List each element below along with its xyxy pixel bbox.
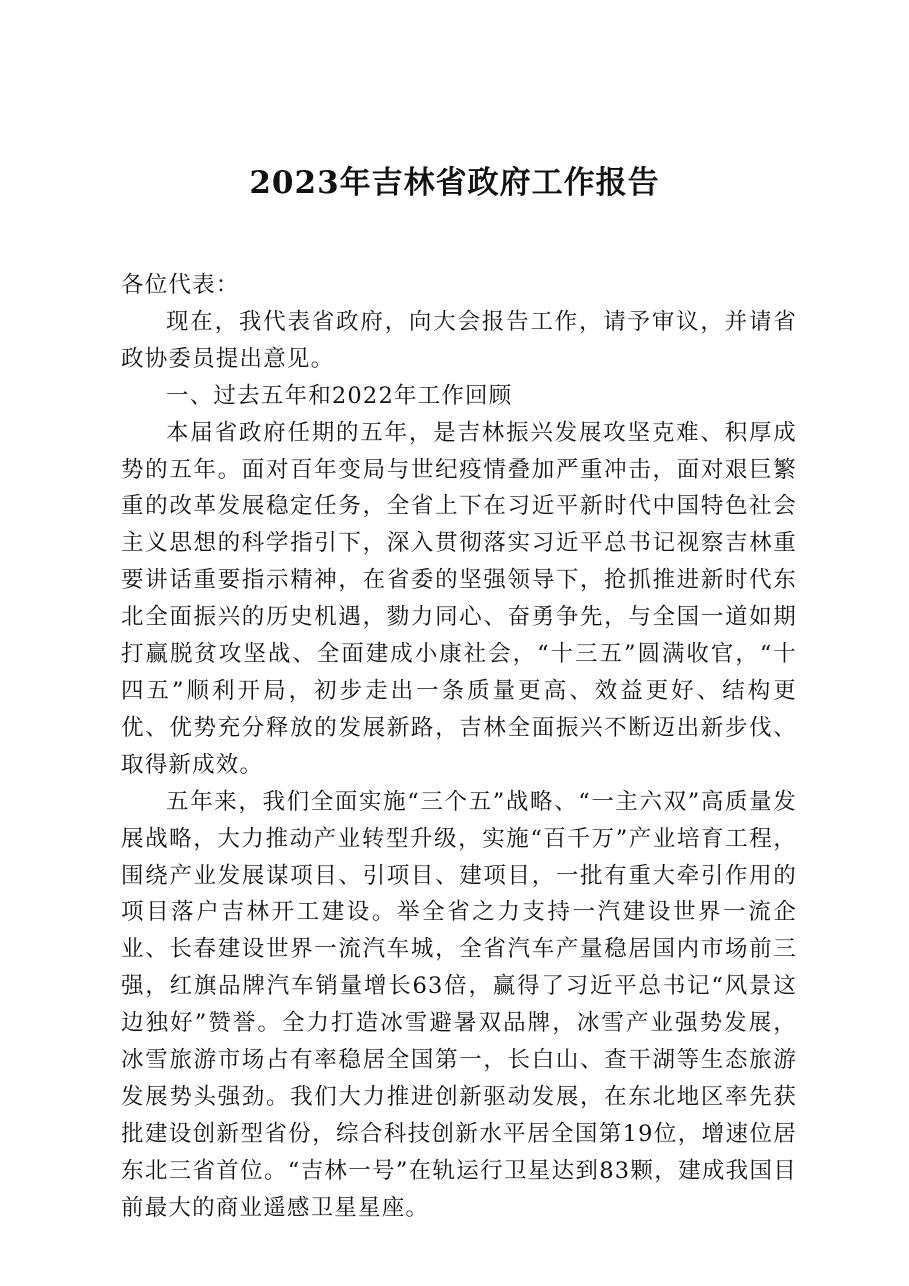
salutation: 各位代表： [121, 272, 240, 298]
paragraph-intro: 现在，我代表省政府，向大会报告工作，请予审议，并请省政协委员提出意见。 [121, 308, 797, 372]
paragraph-achievements: 五年来，我们全面实施“三个五”战略、“一主六双”高质量发展战略，大力推动产业转型升级，实施“百千万”产业培育工程，围绕产业发展谋项目、引项目、建项目，一批有重大牵引作用的项目落户吉林开工建设。举全省之力支持一汽建设世界一流企业、长春建设世界一流汽车城，全省汽车产量稳居国内市场前三强，红旗品牌汽车销量增长63倍，赢得了习近平总书记“风景这边独好”赞誉。全力打造冰雪避暑双品牌，冰雪产业强势发展，冰雪旅游市场占有率稳居全国第一，长白山、查干湖等生态旅游发展势头强劲。我们大力推进创新驱动发展，在东北地区率先获批建设创新型省份，综合科技创新水平居全国第19位，增速位居东北三省首位。“吉林一号”在轨运行卫星达到83颗，建成我国目前最大的商业遥感卫星星座。 [121, 788, 797, 1221]
paragraph-five-years: 本届省政府任期的五年，是吉林振兴发展攻坚克难、积厚成势的五年。面对百年变局与世纪疫情叠加严重冲击，面对艰巨繁重的改革发展稳定任务，全省上下在习近平新时代中国特色社会主义思想的科学指引下，深入贯彻落实习近平总书记视察吉林重要讲话重要指示精神，在省委的坚强领导下，抢抓推进新时代东北全面振兴的历史机遇，勠力同心、奋勇争先，与全国一道如期打赢脱贫攻坚战、全面建成小康社会，“十三五”圆满收官，“十四五”顺利开局，初步走出一条质量更高、效益更好、结构更优、优势充分释放的发展新路，吉林全面振兴不断迈出新步伐、取得新成效。 [121, 419, 797, 778]
section-heading: 一、过去五年和2022年工作回顾 [166, 382, 513, 409]
document-body [121, 267, 797, 1227]
document-title: 2023年吉林省政府工作报告 [249, 165, 660, 201]
